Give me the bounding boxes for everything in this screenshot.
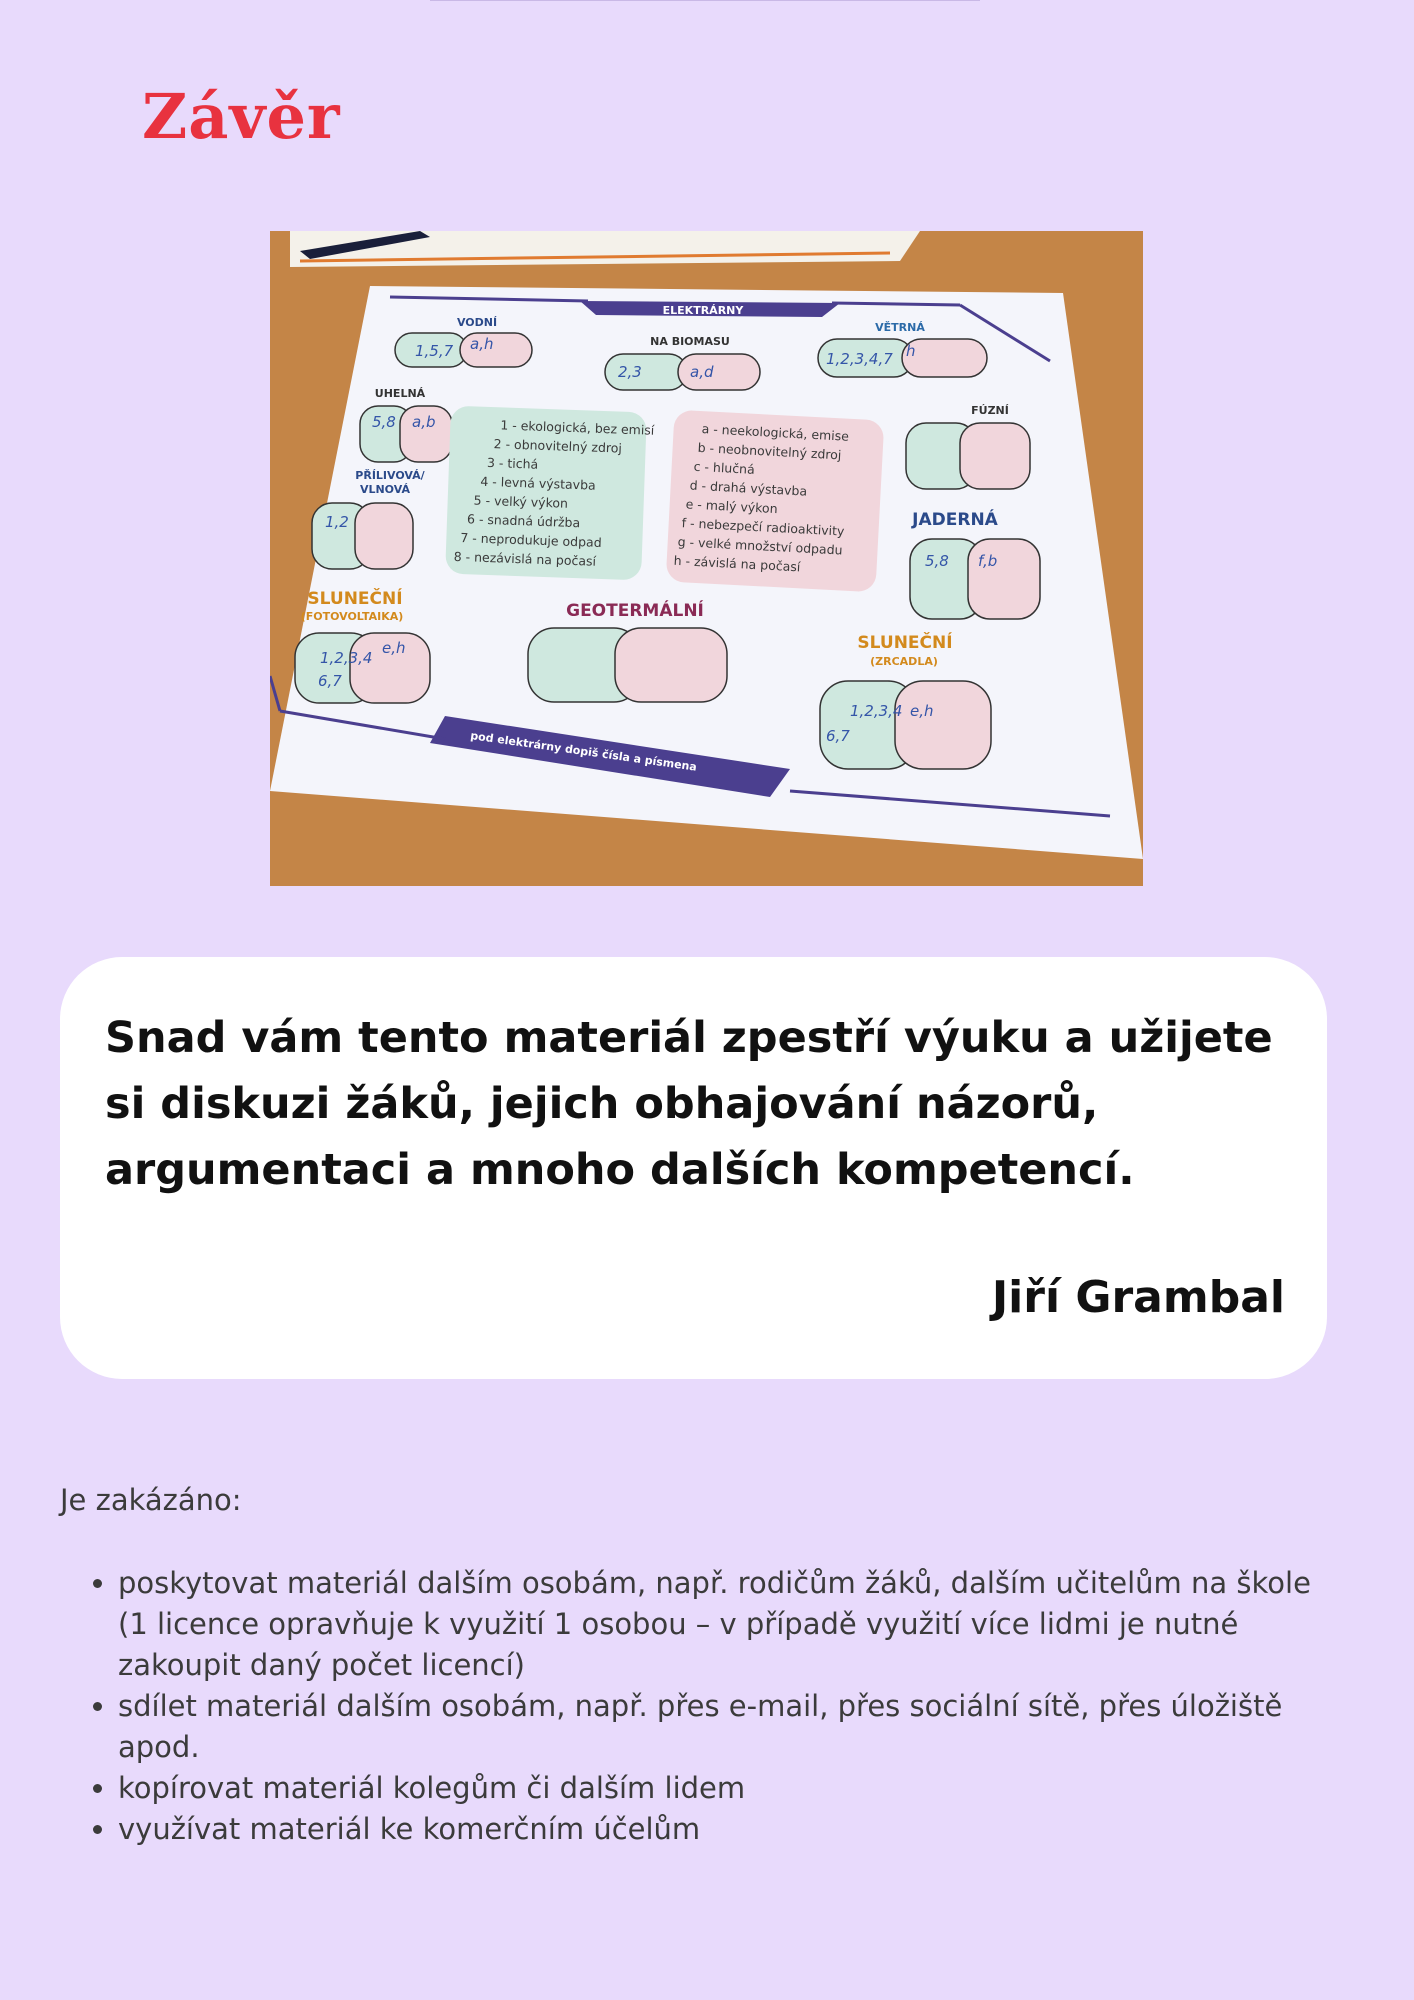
banner-line-right xyxy=(832,303,960,305)
top-divider xyxy=(430,0,980,1)
hand-letters: h xyxy=(906,342,916,360)
hand-numbers: 2,3 xyxy=(618,363,642,381)
hand-numbers: 1,2,3,4 xyxy=(850,702,903,720)
quote-author: Jiří Grambal xyxy=(991,1272,1285,1323)
answer-right xyxy=(968,539,1040,619)
hand-letters: a,b xyxy=(412,413,436,431)
license-item: • využívat materiál ke komerčním účelům xyxy=(118,1809,1330,1850)
positive-item: 8 - nezávislá na počasí xyxy=(453,548,597,569)
plant-label-line2: VLNOVÁ xyxy=(359,483,411,496)
hand-letters: a,d xyxy=(690,363,714,381)
plant-label: FÚZNÍ xyxy=(971,404,1009,417)
hand-numbers: 5,8 xyxy=(372,413,396,431)
quote-card xyxy=(60,957,1327,1379)
positive-item: 7 - neprodukuje odpad xyxy=(460,530,602,550)
plant-label: SLUNEČNÍ xyxy=(857,633,953,653)
plant-label: VĚTRNÁ xyxy=(875,321,925,334)
plant-sublabel: (ZRCADLA) xyxy=(870,655,938,668)
license-terms xyxy=(60,1480,1330,1850)
plant-label: SLUNEČNÍ xyxy=(307,589,403,609)
hand-numbers: 1,2,3,4,7 xyxy=(826,350,893,368)
negative-item: d - drahá výstavba xyxy=(689,477,808,499)
negative-item: f - nebezpečí radioaktivity xyxy=(681,515,845,539)
positive-item: 6 - snadná údržba xyxy=(466,511,581,531)
footer-banner-text: pod elektrárny dopiš čísla a písmena xyxy=(469,729,698,774)
plant-sublabel: (FOTOVOLTAIKA) xyxy=(300,610,404,623)
negative-item: a - neekologická, emise xyxy=(701,421,850,444)
license-item: • sdílet materiál dalším osobám, např. přes e-mail, přes sociální sítě, přes úložiště apod. xyxy=(118,1686,1330,1768)
license-item: • poskytovat materiál dalším osobám, např. rodičům žáků, dalším učitelům na škole (1 licence opravňuje k využití 1 osobou – v případě využití více lidmi je nutné zakoupit daný počet licencí) xyxy=(118,1563,1330,1686)
license-list xyxy=(60,1563,1330,1850)
sheet-title: ELEKTRÁRNY xyxy=(662,304,744,317)
plant-label: GEOTERMÁLNÍ xyxy=(566,601,704,621)
hand-numbers-line2: 6,7 xyxy=(318,672,342,690)
negative-item: h - závislá na počasí xyxy=(673,552,801,575)
hand-letters: e,h xyxy=(910,702,934,720)
license-item: • kopírovat materiál kolegům či dalším lidem xyxy=(118,1768,1330,1809)
positive-item: 2 - obnovitelný zdroj xyxy=(493,436,623,456)
hand-letters: a,h xyxy=(470,335,494,353)
worksheet-photo xyxy=(270,231,1143,886)
negative-item: g - velké množství odpadu xyxy=(677,533,843,558)
page-title: Závěr xyxy=(142,80,341,153)
negative-item: e - malý výkon xyxy=(685,496,778,517)
plant-label: NA BIOMASU xyxy=(650,335,730,348)
hand-numbers: 5,8 xyxy=(925,552,949,570)
answer-right xyxy=(355,503,413,569)
plant-label: PŘÍLIVOVÁ/ xyxy=(355,469,425,482)
hand-numbers: 1,5,7 xyxy=(415,342,454,360)
answer-right xyxy=(895,681,991,769)
answer-right xyxy=(615,628,727,702)
positive-item: 3 - tichá xyxy=(486,454,539,472)
hand-numbers-line2: 6,7 xyxy=(826,727,850,745)
positive-item: 5 - velký výkon xyxy=(473,492,569,511)
plant-label: VODNÍ xyxy=(456,316,498,329)
hand-letters: e,h xyxy=(382,639,406,657)
negative-item: b - neobnovitelný zdroj xyxy=(697,439,842,463)
plant-label: UHELNÁ xyxy=(374,387,426,400)
license-heading: Je zakázáno: xyxy=(60,1483,242,1517)
answer-right xyxy=(960,423,1030,489)
negative-item: c - hlučná xyxy=(693,458,756,477)
hand-letters: f,b xyxy=(978,552,998,570)
hand-numbers: 1,2,3,4 xyxy=(320,649,373,667)
hand-numbers: 1,2 xyxy=(325,513,349,531)
positive-item: 4 - levná výstavba xyxy=(480,473,596,493)
quote-text: Snad vám tento materiál zpestří výuku a užijete si diskuzi žáků, jejich obhajování názorů, argumentaci a mnoho dalších kompetencí. xyxy=(105,1013,1273,1195)
plant-label: JADERNÁ xyxy=(912,510,998,530)
notebook-edge xyxy=(290,231,920,267)
positive-item: 1 - ekologická, bez emisí xyxy=(500,417,655,438)
